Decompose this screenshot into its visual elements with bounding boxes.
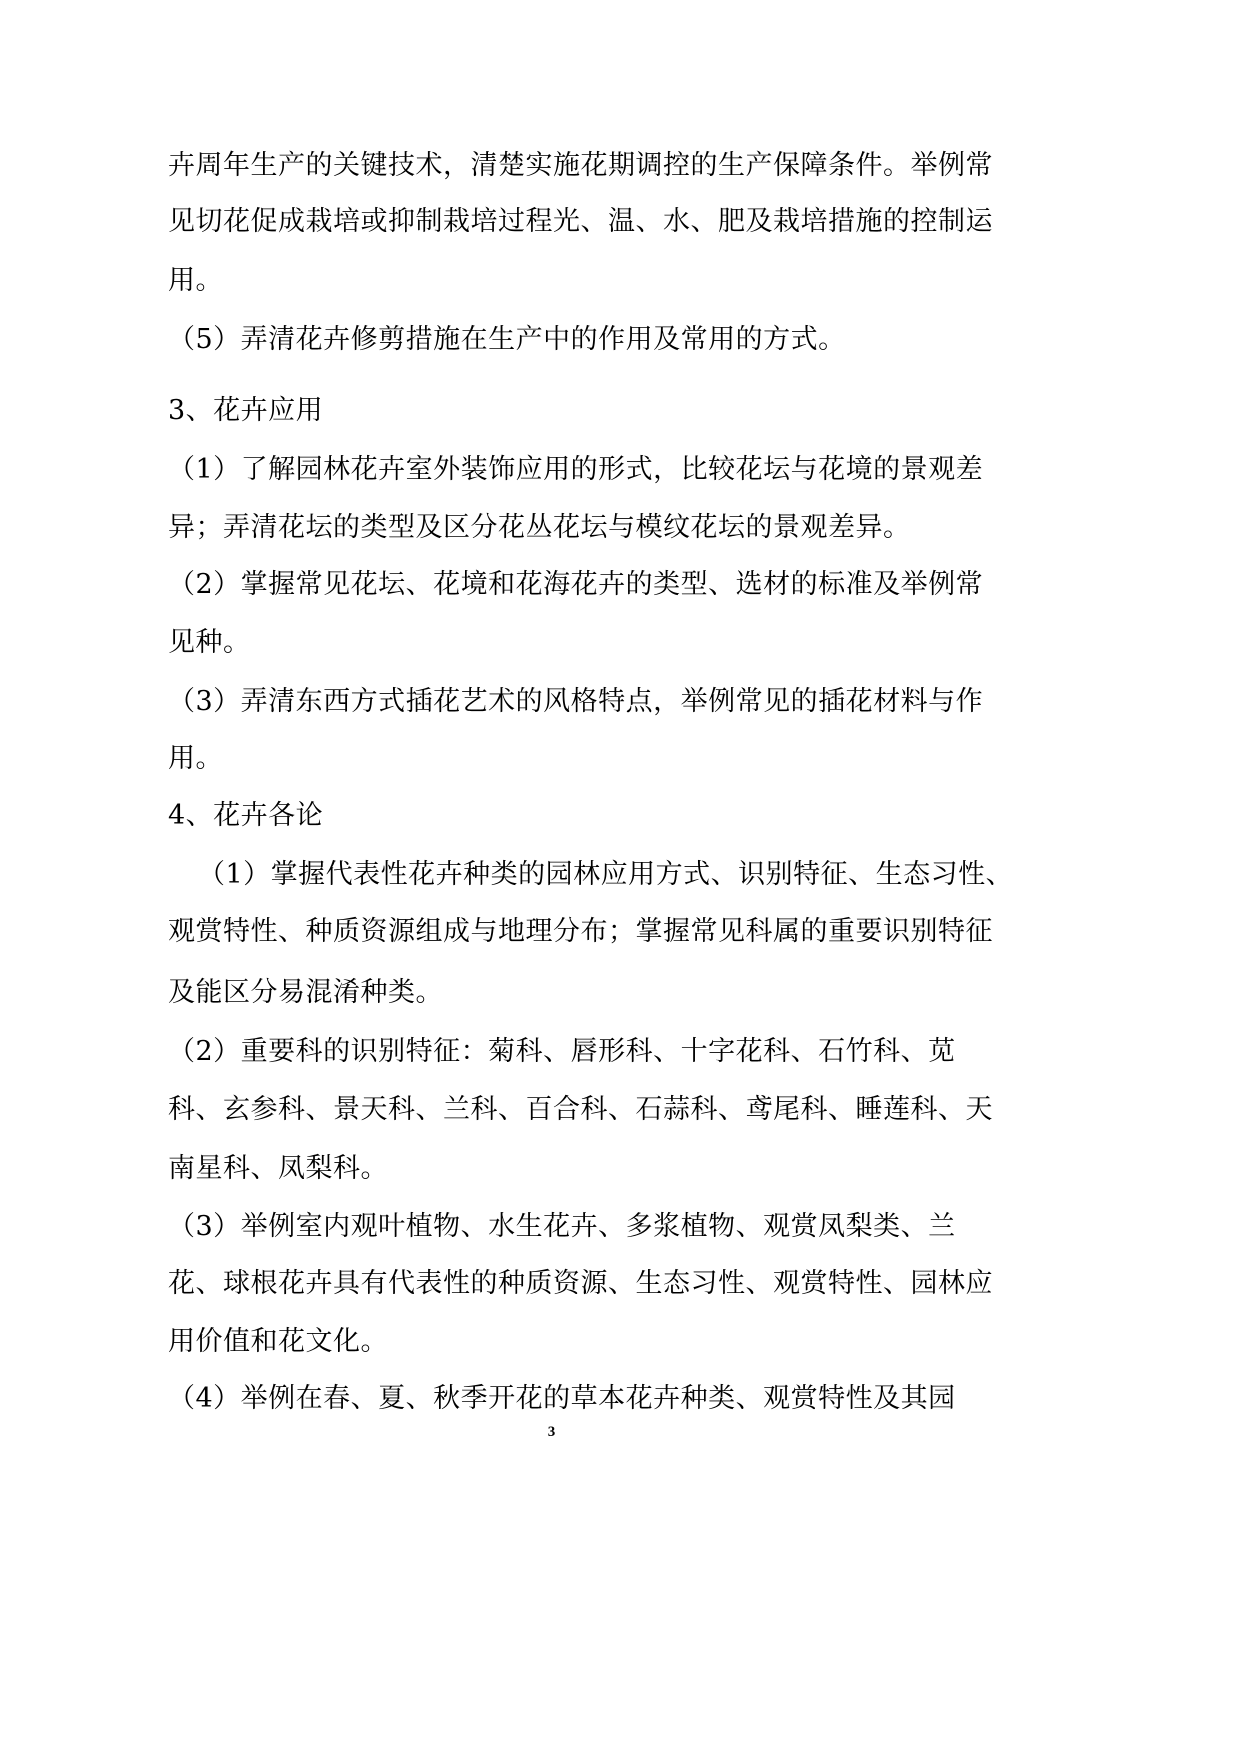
section-heading: 4、花卉各论 bbox=[168, 800, 324, 831]
text-line: 观赏特性、种质资源组成与地理分布；掌握常见科属的重要识别特征 bbox=[168, 916, 993, 947]
text-line: 用价值和花文化。 bbox=[168, 1326, 388, 1357]
text-line: 花、球根花卉具有代表性的种质资源、生态习性、观赏特性、园林应 bbox=[168, 1268, 993, 1299]
text-line: （4）举例在春、夏、秋季开花的草本花卉种类、观赏特性及其园 bbox=[168, 1383, 956, 1414]
text-line: 异；弄清花坛的类型及区分花丛花坛与模纹花坛的景观差异。 bbox=[168, 512, 911, 543]
text-line: 南星科、凤梨科。 bbox=[168, 1153, 388, 1184]
text-line: 用。 bbox=[168, 265, 223, 296]
section-heading: 3、花卉应用 bbox=[168, 395, 324, 426]
text-line: （1）了解园林花卉室外装饰应用的形式，比较花坛与花境的景观差 bbox=[168, 454, 984, 485]
page-number: 3 bbox=[547, 1424, 556, 1440]
text-line: （2）重要科的识别特征：菊科、唇形科、十字花科、石竹科、苋 bbox=[168, 1036, 956, 1067]
text-line: （1）掌握代表性花卉种类的园林应用方式、识别特征、生态习性、 bbox=[198, 859, 1014, 890]
text-line: （3）弄清东西方式插花艺术的风格特点，举例常见的插花材料与作 bbox=[168, 686, 984, 717]
text-line: 用。 bbox=[168, 743, 223, 774]
text-line: 见切花促成栽培或抑制栽培过程光、温、水、肥及栽培措施的控制运 bbox=[168, 206, 993, 237]
text-line: 及能区分易混淆种类。 bbox=[168, 977, 443, 1008]
text-line: （3）举例室内观叶植物、水生花卉、多浆植物、观赏凤梨类、兰 bbox=[168, 1211, 956, 1242]
text-line: 见种。 bbox=[168, 627, 251, 658]
text-line: （2）掌握常见花坛、花境和花海花卉的类型、选材的标准及举例常 bbox=[168, 569, 984, 600]
text-line: 卉周年生产的关键技术，清楚实施花期调控的生产保障条件。举例常 bbox=[168, 150, 993, 181]
text-line: （5）弄清花卉修剪措施在生产中的作用及常用的方式。 bbox=[168, 324, 846, 355]
text-line: 科、玄参科、景天科、兰科、百合科、石蒜科、鸢尾科、睡莲科、天 bbox=[168, 1094, 993, 1125]
